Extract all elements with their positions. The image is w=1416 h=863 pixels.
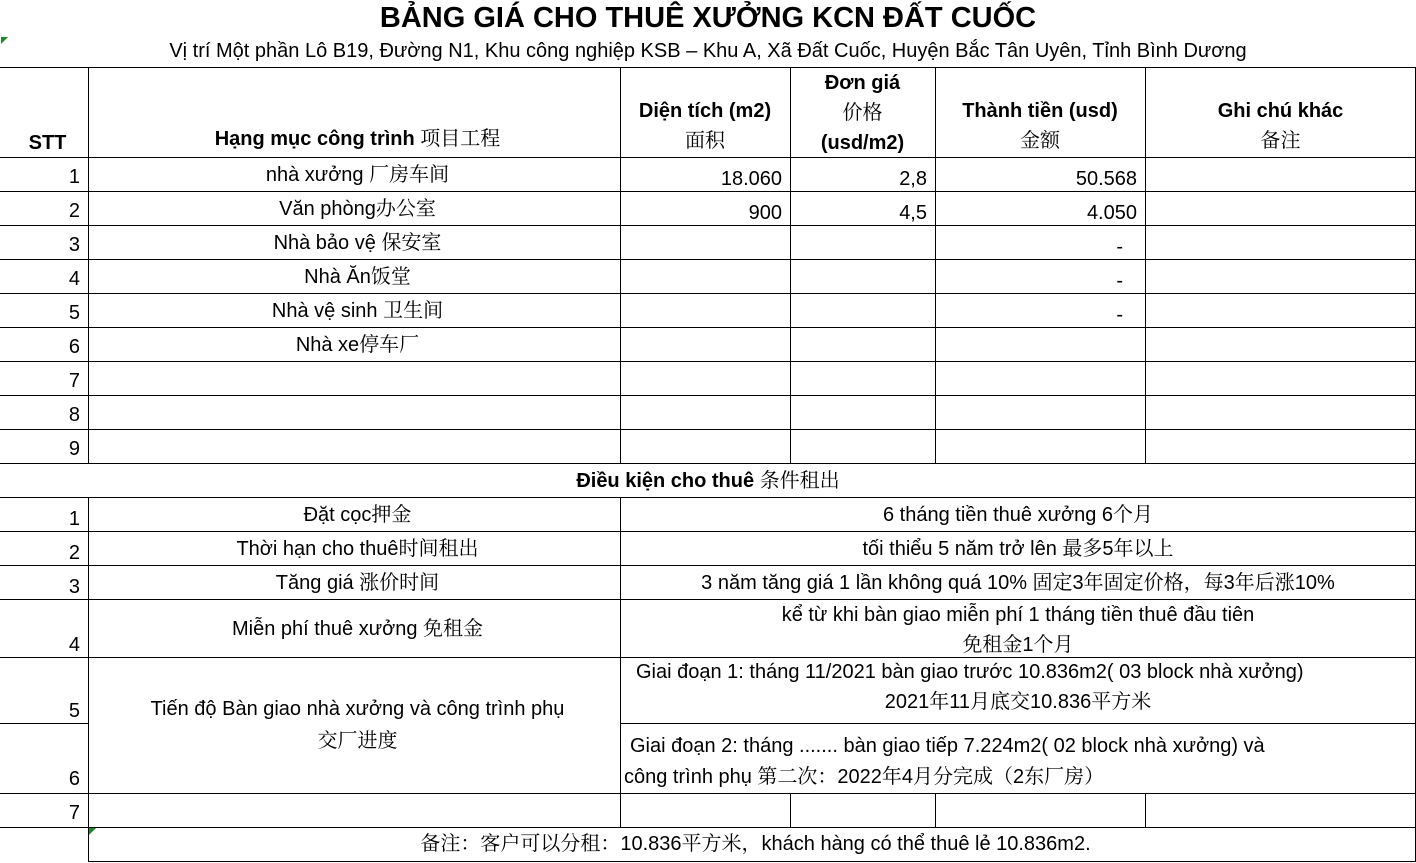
- row-stt[interactable]: 5: [68, 302, 80, 324]
- row-amount[interactable]: -: [1116, 270, 1123, 292]
- row-stt[interactable]: 4: [68, 268, 80, 290]
- row-stt[interactable]: 8: [68, 404, 80, 426]
- row-price[interactable]: 2,8: [899, 168, 927, 190]
- condition-stt[interactable]: 3: [68, 576, 80, 598]
- row-item[interactable]: Nhà Ăn饭堂: [304, 266, 411, 288]
- header-stt[interactable]: STT: [28, 132, 67, 154]
- row-amount[interactable]: 4.050: [1086, 202, 1137, 224]
- row-stt[interactable]: 1: [68, 166, 80, 188]
- grid-line: [0, 497, 1416, 498]
- condition-value[interactable]: tối thiểu 5 năm trở lên 最多5年以上: [862, 538, 1174, 560]
- header-note-cn: 备注: [1260, 130, 1301, 152]
- condition-value[interactable]: 3 năm tăng giá 1 lần không quá 10% 固定3年固定价格，每3年后涨10%: [701, 572, 1335, 594]
- condition-value-line-2: 2021年11月底交10.836平方米: [884, 691, 1152, 713]
- grid-line: [0, 429, 1416, 430]
- grid-line: [0, 327, 1416, 328]
- grid-line: [0, 225, 1416, 226]
- grid-line: [935, 67, 936, 464]
- grid-line: [0, 657, 1416, 658]
- condition-value-line-1[interactable]: Giai đoạn 2: tháng ....... bàn giao tiếp 7.224m2( 02 block nhà xưởng) và: [630, 735, 1265, 757]
- condition-label[interactable]: Đặt cọc押金: [303, 504, 412, 526]
- grid-line: [0, 395, 1416, 396]
- header-price-cn: 价格: [842, 102, 883, 124]
- grid-line: [0, 599, 1416, 600]
- row-item[interactable]: nhà xưởng 厂房车间: [265, 164, 450, 186]
- grid-line: [0, 293, 1416, 294]
- grid-line: [620, 67, 621, 464]
- grid-line: [0, 565, 1416, 566]
- row-item[interactable]: Nhà bảo vệ 保安室: [273, 232, 442, 254]
- condition-value-line-1[interactable]: kể từ khi bàn giao miễn phí 1 tháng tiền thuê đầu tiên: [781, 604, 1255, 626]
- location-line[interactable]: Vị trí Một phần Lô B19, Đường N1, Khu công nghiệp KSB – Khu A, Xã Đất Cuốc, Huyện Bắc Tân Uyên, Tỉnh Bình Dương: [169, 40, 1247, 62]
- row-amount[interactable]: 50.568: [1075, 168, 1137, 190]
- grid-line: [0, 361, 1416, 362]
- row-stt[interactable]: 2: [68, 200, 80, 222]
- condition-label-line-2: 交厂进度: [317, 730, 398, 752]
- header-price-unit: (usd/m2): [820, 132, 905, 154]
- grid-line: [0, 827, 1416, 828]
- condition-value-line-2: công trình phụ 第二次：2022年4月分完成（2东厂房）: [624, 766, 1105, 788]
- row-stt[interactable]: 3: [68, 234, 80, 256]
- header-amount-cn: 金额: [1020, 130, 1060, 152]
- condition-label[interactable]: Tăng giá 涨价时间: [275, 572, 440, 594]
- grid-line: [0, 191, 1416, 192]
- grid-line: [0, 157, 1416, 158]
- grid-line: [620, 497, 621, 828]
- header-note[interactable]: Ghi chú khác: [1217, 100, 1344, 122]
- condition-stt[interactable]: 6: [68, 768, 80, 790]
- header-price[interactable]: Đơn giá: [824, 72, 901, 94]
- header-amount[interactable]: Thành tiền (usd): [962, 100, 1118, 122]
- conditions-title[interactable]: [0, 466, 1416, 498]
- grid-line: [88, 497, 89, 862]
- condition-label[interactable]: Thời hạn cho thuê时间租出: [236, 538, 479, 560]
- row-item[interactable]: Văn phòng办公室: [279, 198, 436, 220]
- comment-marker-icon: [1, 37, 8, 44]
- grid-line: [0, 463, 1416, 464]
- row-area[interactable]: 18.060: [720, 168, 782, 190]
- grid-line: [1145, 67, 1146, 464]
- grid-line: [88, 67, 89, 464]
- sheet-title[interactable]: BẢNG GIÁ CHO THUÊ XƯỞNG KCN ĐẤT CUỐC: [379, 2, 1037, 34]
- header-item[interactable]: [95, 124, 620, 156]
- grid-line: [0, 67, 1416, 68]
- condition-value-line-1[interactable]: Giai đoạn 1: tháng 11/2021 bàn giao trước 10.836m2( 03 block nhà xưởng): [636, 661, 1304, 683]
- row-stt[interactable]: 6: [68, 336, 80, 358]
- grid-line: [790, 67, 791, 464]
- condition-value[interactable]: 6 tháng tiền thuê xưởng 6个月: [883, 504, 1153, 526]
- row-item[interactable]: Nhà xe停车厂: [295, 334, 420, 356]
- comment-marker-icon: [89, 828, 96, 835]
- condition-label[interactable]: Miễn phí thuê xưởng 免租金: [231, 618, 484, 640]
- row-amount[interactable]: -: [1116, 236, 1123, 258]
- header-area-cn: 面积: [685, 130, 725, 152]
- grid-line: [0, 259, 1416, 260]
- condition-label-line-1[interactable]: Tiến độ Bàn giao nhà xưởng và công trình phụ: [150, 698, 565, 720]
- grid-line: [790, 793, 791, 828]
- row-stt[interactable]: 9: [68, 438, 80, 460]
- grid-line: [0, 723, 88, 724]
- grid-line: [935, 793, 936, 828]
- grid-line: [0, 793, 1416, 794]
- condition-stt[interactable]: 5: [68, 700, 80, 722]
- conditions-title-vn: Điều kiện cho thuê: [576, 470, 755, 492]
- grid-line: [1145, 793, 1146, 828]
- header-area[interactable]: Diện tích (m2): [638, 100, 772, 122]
- conditions-title-cn: 条件租出: [759, 470, 840, 492]
- row-item[interactable]: Nhà vệ sinh 卫生间: [271, 300, 444, 322]
- condition-stt[interactable]: 4: [68, 634, 80, 656]
- header-item-cn: 项目工程: [420, 128, 501, 150]
- condition-value-line-2: 免租金1个月: [962, 634, 1074, 656]
- grid-line: [88, 861, 1416, 862]
- condition-stt[interactable]: 7: [68, 802, 80, 824]
- row-stt[interactable]: 7: [68, 370, 80, 392]
- header-item-vn: Hạng mục công trình: [214, 128, 415, 150]
- row-amount[interactable]: -: [1116, 304, 1123, 326]
- grid-line: [620, 723, 1416, 724]
- footer-note[interactable]: 备注：客户可以分租：10.836平方米，khách hàng có thể thuê lẻ 10.836m2.: [420, 833, 1091, 855]
- condition-stt[interactable]: 2: [68, 542, 80, 564]
- row-area[interactable]: 900: [748, 202, 782, 224]
- condition-stt[interactable]: 1: [68, 508, 80, 530]
- row-price[interactable]: 4,5: [899, 202, 927, 224]
- grid-line: [0, 531, 1416, 532]
